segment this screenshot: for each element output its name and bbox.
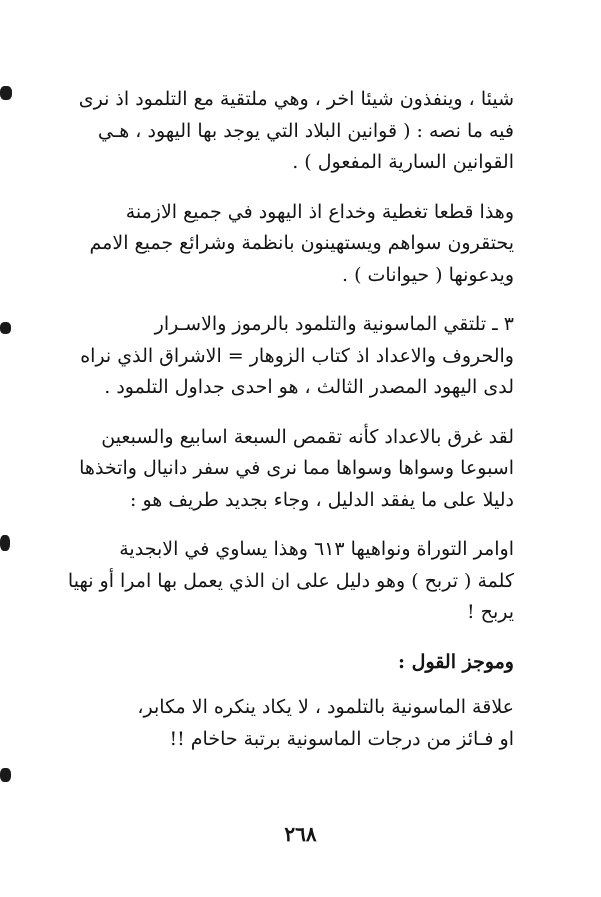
paragraph — [79, 422, 514, 517]
paragraph — [67, 534, 514, 629]
text-line: لدى اليهود المصدر الثالث ، هو احدى جداول التلمود . — [104, 376, 514, 398]
heading-line: وموجز القول : — [398, 650, 514, 673]
text-line: اوامر التوراة ونواهيها ٦١٣ وهذا يساوي في الابجدية — [119, 538, 514, 560]
margin-mark — [0, 322, 11, 334]
margin-mark — [0, 535, 10, 551]
body-text — [67, 84, 514, 773]
text-line: فيه ما نصه : ( قوانين البلاد التي يوجد بها اليهود ، هـي — [97, 119, 514, 142]
text-line: والحروف والاعداد اذ كتاب الزوهار = الاشراق الذي نراه — [80, 344, 514, 367]
text-line: كلمة ( تربح ) وهو دليل على ان الذي يعمل بها امرا أو نهيا — [67, 569, 514, 592]
paragraph — [89, 197, 514, 292]
margin-mark — [0, 768, 11, 782]
margin-mark — [0, 86, 12, 100]
text-line: يحتقرون سواهم ويستهينون بانظمة وشرائع جميع الامم — [89, 232, 514, 254]
text-line: علاقة الماسونية بالتلمود ، لا يكاد ينكره الا مكابر، — [137, 696, 514, 718]
text-line: او فـائز من درجات الماسونية برتبة حاخام !! — [169, 727, 514, 750]
page-number: ٢٦٨ — [284, 822, 317, 846]
paragraph — [80, 309, 514, 404]
text-line: ويدعونها ( حيوانات ) . — [342, 263, 514, 286]
text-line: شيئا ، وينفذون شيئا اخر ، وهي ملتقية مع التلمود اذ نرى — [78, 88, 514, 110]
text-line: ٣ ـ تلتقي الماسونية والتلمود بالرموز والاسـرار — [154, 313, 514, 335]
text-line: وهذا قطعا تغطية وخداع اذ اليهود في جميع الازمنة — [125, 200, 514, 223]
text-line: يربح ! — [467, 601, 514, 623]
paragraph — [78, 84, 514, 179]
text-line: دليلا على ما يفقد الدليل ، وجاء بجديد طريف هو : — [130, 488, 514, 511]
paragraph — [98, 692, 514, 755]
text-line: القوانين السارية المفعول ) . — [292, 151, 514, 173]
text-line: لقد غرق بالاعداد كأنه تقمص السبعة اسابيع والسبعين — [101, 425, 514, 448]
text-line: اسبوعا وسواها وسواها مما نرى في سفر دانيال واتخذها — [79, 457, 514, 479]
section-heading — [98, 647, 514, 679]
